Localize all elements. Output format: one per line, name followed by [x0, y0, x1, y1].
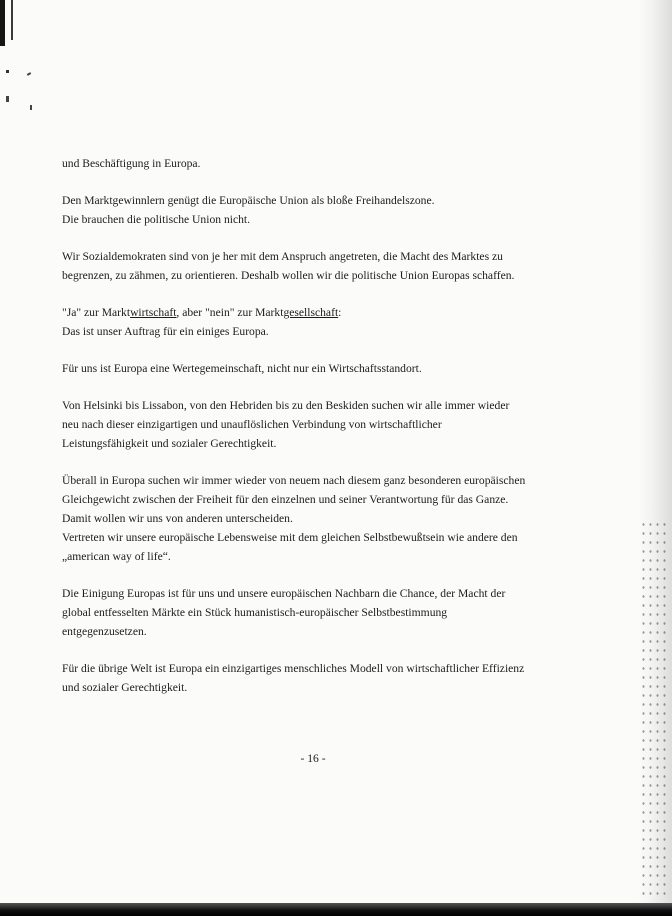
- text-line: [62, 303, 562, 322]
- paragraph-gap: [62, 641, 562, 659]
- paragraph: [62, 191, 562, 229]
- paragraph: [62, 659, 562, 697]
- paragraph-gap: [62, 285, 562, 303]
- text-line: und Beschäftigung in Europa.: [62, 157, 201, 170]
- text-line: Den Marktgewinnlern genügt die Europäische Union als bloße Freihandelszone.: [62, 194, 435, 207]
- scan-speck: [6, 96, 9, 102]
- paragraph-gap: [62, 229, 562, 247]
- text-line: und sozialer Gerechtigkeit.: [62, 681, 188, 694]
- scan-speck: [27, 72, 31, 76]
- scan-noise-right: [640, 520, 666, 900]
- paragraph: [62, 471, 562, 566]
- underlined-word: gesellschaft: [283, 306, 339, 319]
- text-line: Vertreten wir unsere europäische Lebensweise mit dem gleichen Selbstbewußtsein wie andere den: [62, 531, 518, 544]
- text-line: Wir Sozialdemokraten sind von je her mit dem Anspruch angetreten, die Macht des Marktes zu: [62, 250, 503, 263]
- document-body: [62, 154, 562, 697]
- text-line: global entfesselten Märkte ein Stück humanistisch-europäischer Selbstbestimmung: [62, 606, 448, 619]
- scan-speck: [6, 70, 9, 73]
- text-line: Für die übrige Welt ist Europa ein einzigartiges menschliches Modell von wirtschaftlicher Effizienz: [62, 662, 525, 675]
- paragraph-gap: [62, 173, 562, 191]
- paragraph: [62, 247, 562, 285]
- paragraph: [62, 359, 562, 378]
- text-line: „american way of life“.: [62, 550, 171, 563]
- paragraph: [62, 154, 562, 173]
- paragraph-gap: [62, 566, 562, 584]
- text-line: begrenzen, zu zähmen, zu orientieren. Deshalb wollen wir die politische Union Europas schaffen.: [62, 269, 515, 282]
- paragraph-gap: [62, 341, 562, 359]
- text-line: Die Einigung Europas ist für uns und unsere europäischen Nachbarn die Chance, der Macht der: [62, 587, 506, 600]
- paragraph: [62, 584, 562, 641]
- text-line: Die brauchen die politische Union nicht.: [62, 213, 251, 226]
- underlined-word: wirtschaft: [130, 306, 177, 319]
- text-line: neu nach dieser einzigartigen und unauflöslichen Verbindung von wirtschaftlicher: [62, 418, 442, 431]
- text-segment: :: [338, 306, 342, 319]
- scan-bottom-edge: [0, 903, 672, 916]
- text-line: entgegenzusetzen.: [62, 625, 147, 638]
- text-line: Gleichgewicht zwischen der Freiheit für den einzelnen und seiner Verantwortung für das Ganze.: [62, 493, 509, 506]
- scan-edge-mark: [11, 0, 13, 40]
- text-line: Damit wollen wir uns von anderen unterscheiden.: [62, 512, 293, 525]
- text-line: Das ist unser Auftrag für ein einiges Europa.: [62, 325, 269, 338]
- text-line: Leistungsfähigkeit und sozialer Gerechtigkeit.: [62, 437, 277, 450]
- text-segment: "Ja" zur Markt: [62, 306, 131, 319]
- page-number: - 16 -: [300, 752, 326, 765]
- scan-speck: [30, 105, 32, 110]
- paragraph: [62, 303, 562, 341]
- text-segment: , aber "nein" zur Markt: [176, 306, 284, 319]
- text-line: Für uns ist Europa eine Wertegemeinschaft, nicht nur ein Wirtschaftsstandort.: [62, 362, 422, 375]
- paragraph-gap: [62, 453, 562, 471]
- text-line: Von Helsinki bis Lissabon, von den Hebriden bis zu den Beskiden suchen wir alle immer wieder: [62, 399, 510, 412]
- scan-edge-mark: [0, 0, 5, 46]
- paragraph: [62, 396, 562, 453]
- text-line: Überall in Europa suchen wir immer wieder von neuem nach diesem ganz besonderen europäischen: [62, 474, 526, 487]
- paragraph-gap: [62, 378, 562, 396]
